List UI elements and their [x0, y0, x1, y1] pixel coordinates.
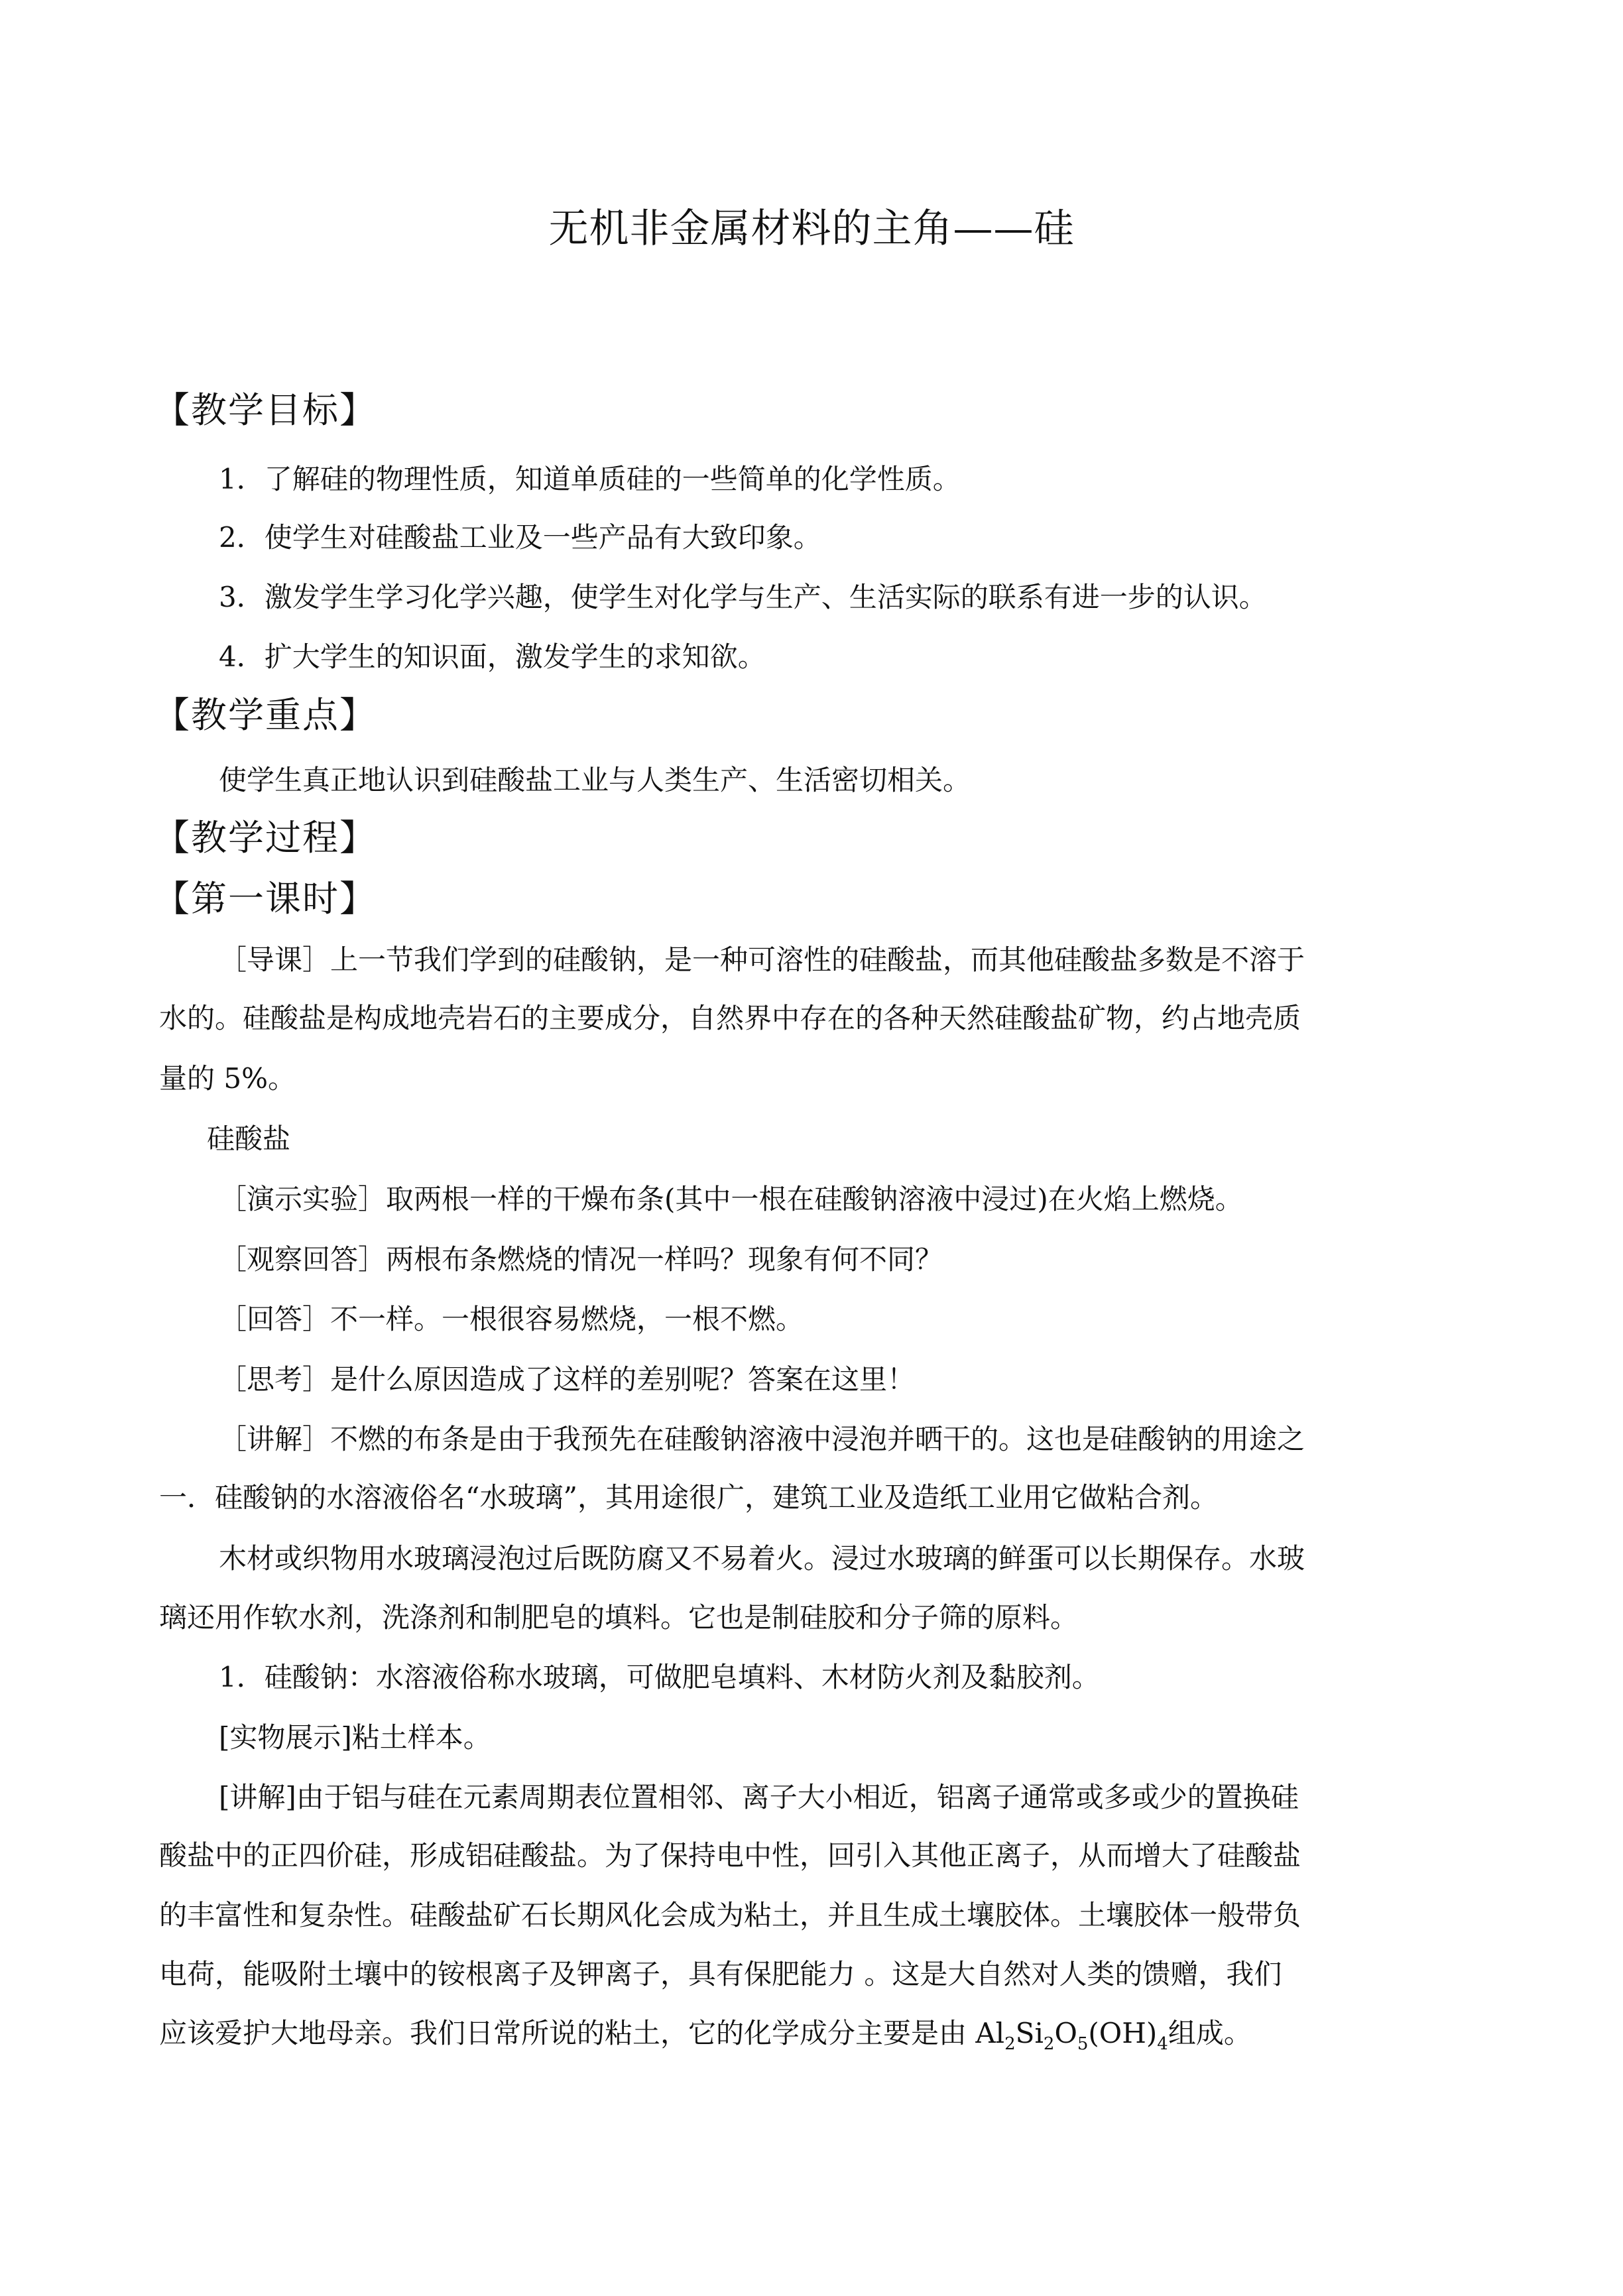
explain2-line-5-end: 组成。	[1168, 2017, 1252, 2049]
key-point-text: 使学生真正地认识到硅酸盐工业与人类生产、生活密切相关。	[219, 764, 971, 796]
formula-element: Si	[1015, 2017, 1044, 2049]
demo-experiment: ［演示实验］取两根一样的干燥布条(其中一根在硅酸钠溶液中浸过)在火焰上燃烧。	[219, 1183, 1243, 1215]
heading-key-points: 【教学重点】	[154, 694, 377, 736]
formula-subscript: 2	[1004, 2034, 1016, 2054]
objective-4: 4．扩大学生的知识面，激发学生的求知欲。	[219, 640, 766, 673]
water-glass-line-2: 璃还用作软水剂，洗涤剂和制肥皂的填料。它也是制硅胶和分子筛的原料。	[159, 1601, 1079, 1634]
specimen-display: [实物展示]粘土样本。	[219, 1721, 491, 1754]
heading-process: 【教学过程】	[154, 817, 377, 859]
heading-first-lesson: 【第一课时】	[154, 878, 377, 920]
explain2-line-4: 电荷，能吸附土壤中的铵根离子及钾离子，具有保肥能力 。这是大自然对人类的馈赠，我们	[159, 1958, 1282, 1990]
silicate-label: 硅酸盐	[207, 1122, 291, 1155]
formula-subscript: 2	[1043, 2034, 1055, 2054]
intro-line-3: 量的 5%。	[159, 1062, 296, 1095]
objective-1: 1．了解硅的物理性质，知道单质硅的一些简单的化学性质。	[219, 463, 961, 495]
page-title: 无机非金属材料的主角——硅	[548, 206, 1075, 252]
explain2-line-3: 的丰富性和复杂性。硅酸盐矿石长期风化会成为粘土，并且生成土壤胶体。土壤胶体一般带负	[159, 1899, 1301, 1931]
formula-subscript: 5	[1077, 2034, 1089, 2054]
heading-objectives: 【教学目标】	[154, 389, 377, 431]
explain2-line-2: 酸盐中的正四价硅，形成铝硅酸盐。为了保持电中性，回引入其他正离子，从而增大了硅酸盐	[159, 1839, 1301, 1872]
objective-2: 2．使学生对硅酸盐工业及一些产品有大致印象。	[219, 521, 821, 554]
intro-line-2: 水的。硅酸盐是构成地壳岩石的主要成分，自然界中存在的各种天然硅酸盐矿物，约占地壳质	[159, 1002, 1301, 1034]
explain2-line-5	[159, 2014, 1478, 2064]
observe-question: ［观察回答］两根布条燃烧的情况一样吗？现象有何不同？	[219, 1243, 943, 1276]
water-glass-line-1: 木材或织物用水玻璃浸泡过后既防腐又不易着火。浸过水玻璃的鲜蛋可以长期保存。水玻	[219, 1542, 1305, 1575]
answer-text: ［回答］不一样。一根很容易燃烧，一根不燃。	[219, 1303, 804, 1335]
intro-line-1: ［导课］上一节我们学到的硅酸钠，是一种可溶性的硅酸盐，而其他硅酸盐多数是不溶于	[219, 943, 1305, 976]
objective-3: 3．激发学生学习化学兴趣，使学生对化学与生产、生活实际的联系有进一步的认识。	[219, 581, 1267, 613]
formula-subscript: 4	[1157, 2034, 1168, 2054]
explain1-line-2: 一．硅酸钠的水溶液俗名“水玻璃”，其用途很广，建筑工业及造纸工业用它做粘合剂。	[159, 1481, 1218, 1514]
point-sodium-silicate: 1．硅酸钠：水溶液俗称水玻璃，可做肥皂填料、木材防火剂及黏胶剂。	[219, 1661, 1100, 1693]
explain1-line-1: ［讲解］不燃的布条是由于我预先在硅酸钠溶液中浸泡并晒干的。这也是硅酸钠的用途之	[219, 1423, 1305, 1455]
explain2-line-5-text: 应该爱护大地母亲。我们日常所说的粘土，它的化学成分主要是由 Al	[159, 2017, 1005, 2049]
formula-group: (OH)	[1088, 2017, 1158, 2049]
formula-element: O	[1054, 2017, 1077, 2049]
think-text: ［思考］是什么原因造成了这样的差别呢？答案在这里！	[219, 1363, 916, 1396]
explain2-line-1: [讲解]由于铝与硅在元素周期表位置相邻、离子大小相近，铝离子通常或多或少的置换硅	[219, 1781, 1299, 1813]
